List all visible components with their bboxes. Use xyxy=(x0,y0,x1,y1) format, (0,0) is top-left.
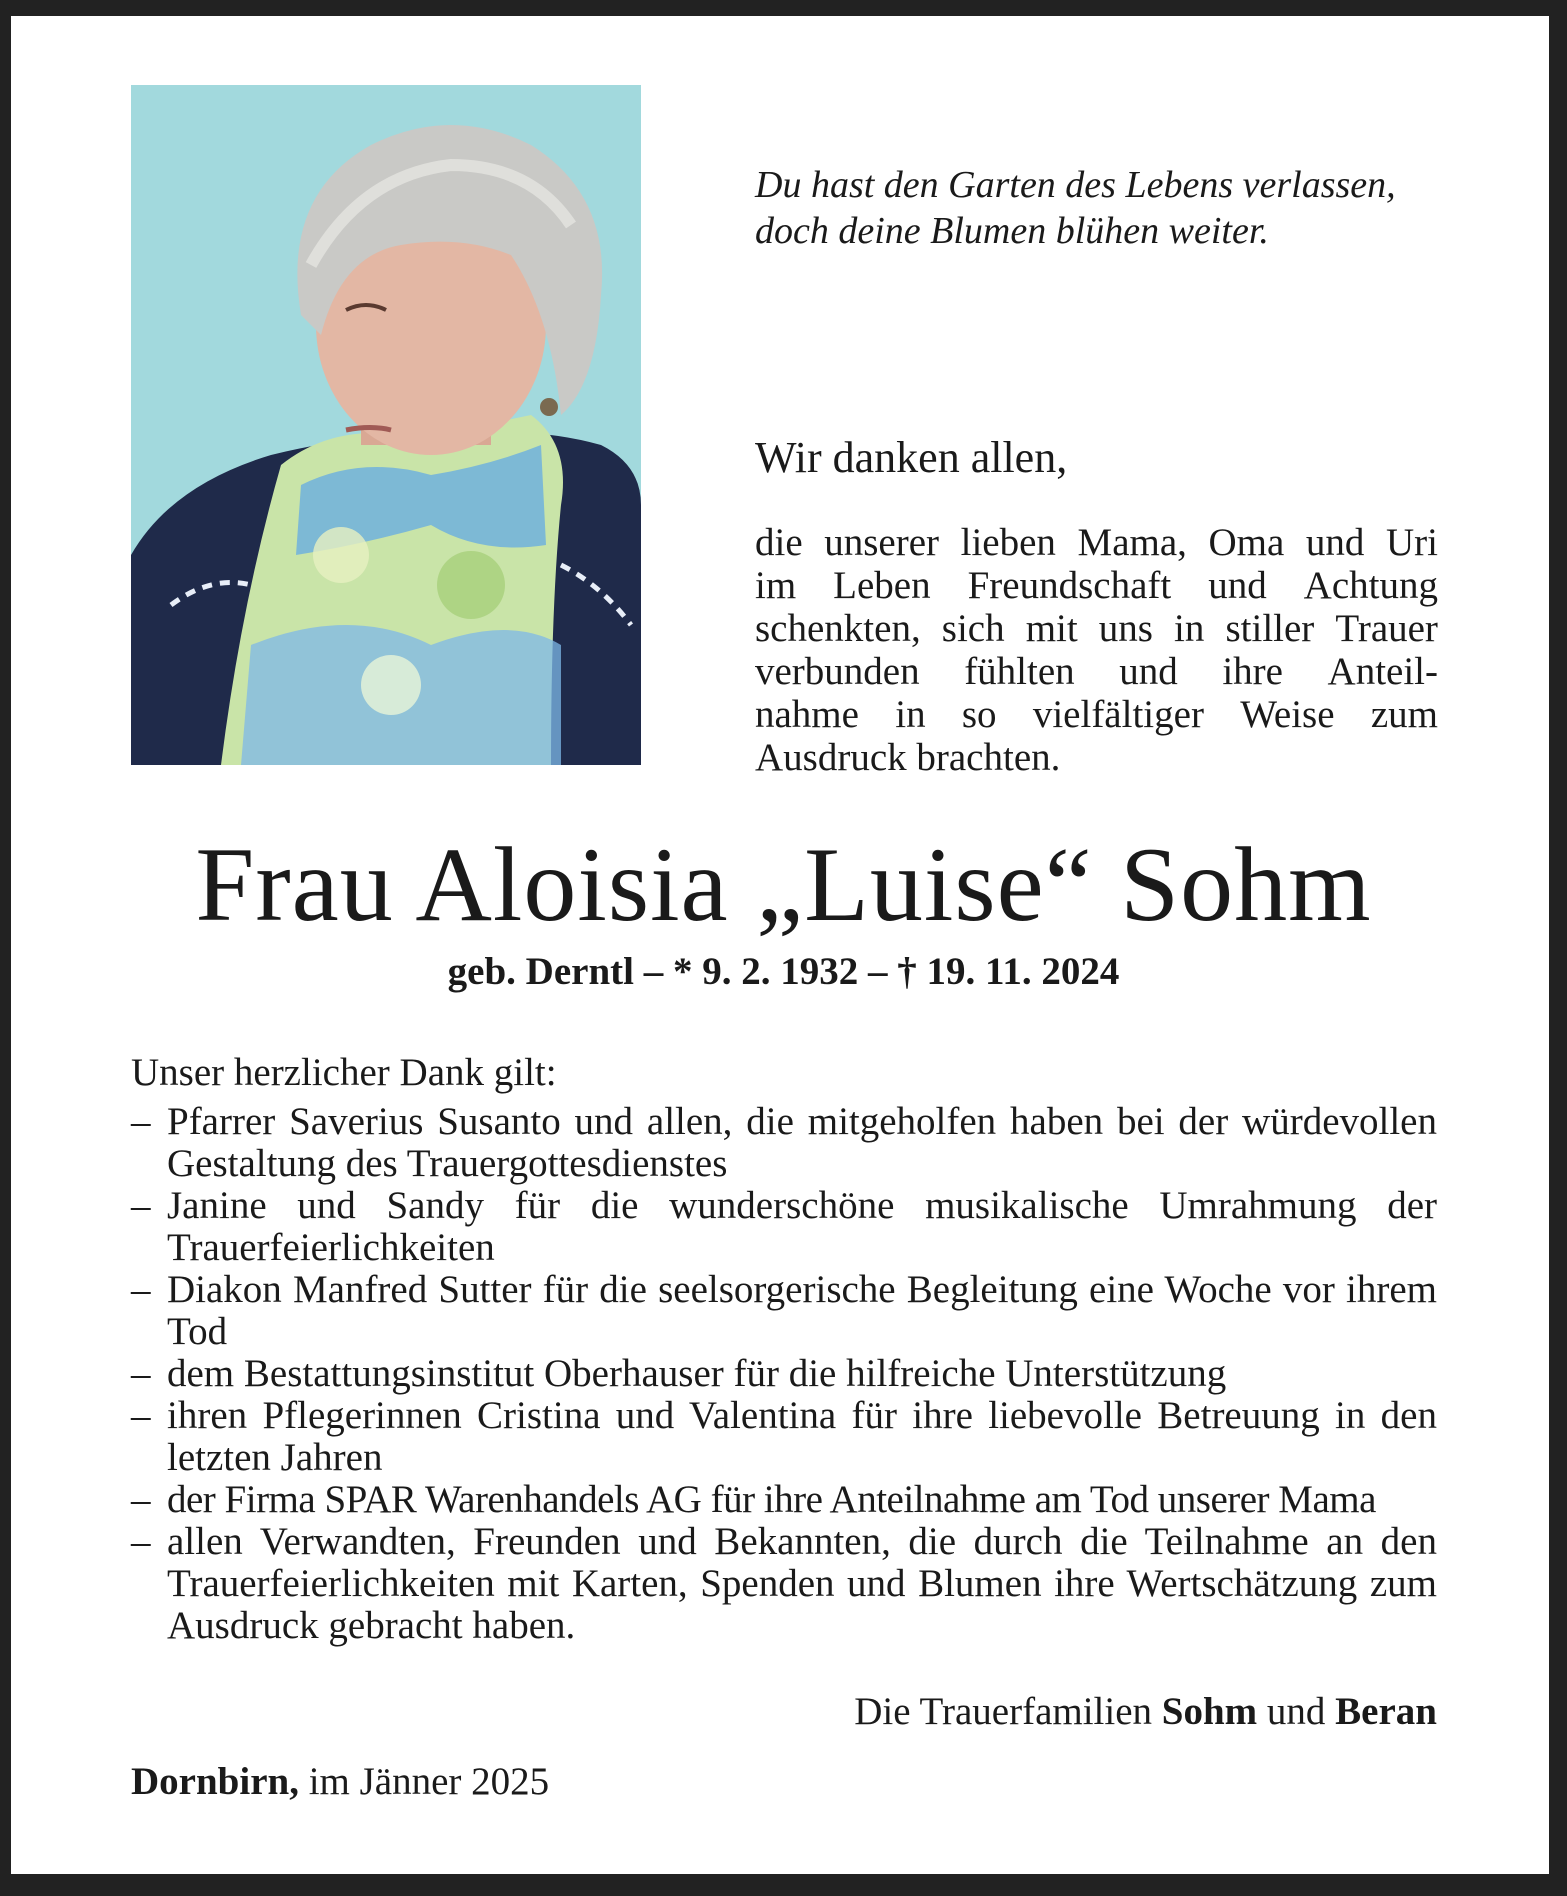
place-date: im Jänner 2025 xyxy=(308,1760,550,1803)
dash-bullet: – xyxy=(131,1268,151,1311)
word: so xyxy=(961,693,997,736)
portrait-photo xyxy=(131,85,641,765)
list-item-text: dem Bestattungsinstitut Oberhauser für die hilfreiche Unterstützung xyxy=(167,1352,1227,1395)
signature-prefix: Die Trauerfamilien xyxy=(854,1690,1153,1733)
dash-bullet: – xyxy=(131,1100,151,1143)
word: schenkten, xyxy=(755,607,921,650)
word: verbunden xyxy=(755,650,920,693)
word: lieben xyxy=(960,521,1056,564)
word: Trauer xyxy=(1335,607,1438,650)
word: in xyxy=(1174,607,1205,650)
place-and-date xyxy=(131,1758,549,1806)
word: in xyxy=(895,693,926,736)
deceased-name: Frau Aloisia „Luise“ Sohm xyxy=(195,826,1372,943)
word: uns xyxy=(1098,607,1153,650)
thanks-line xyxy=(755,607,1438,650)
list-item-text: Diakon Manfred Sutter für die seelsorgerische Begleitung eine Woche vor ihrem Tod xyxy=(167,1268,1437,1353)
word: Achtung xyxy=(1303,564,1438,607)
place-city: Dornbirn, xyxy=(131,1760,299,1803)
word: und xyxy=(1305,521,1365,564)
word: Weise xyxy=(1240,693,1335,736)
list-item xyxy=(131,1101,1437,1185)
list-item-text: Janine und Sandy für die wunderschöne musikalische Umrahmung der Trauerfeierlichkeiten xyxy=(167,1184,1437,1269)
family-name-sohm: Sohm xyxy=(1161,1690,1258,1733)
word: mit xyxy=(1025,607,1078,650)
word: Anteil- xyxy=(1327,650,1438,693)
dash-bullet: – xyxy=(131,1520,151,1563)
word: stiller xyxy=(1225,607,1315,650)
thanks-line xyxy=(755,564,1438,607)
word: und xyxy=(1208,564,1267,607)
word: Uri xyxy=(1386,521,1438,564)
thanks-heading: Wir danken allen, xyxy=(755,433,1068,482)
quote-line: Du hast den Garten des Lebens verlassen, xyxy=(755,164,1396,206)
dash-bullet: – xyxy=(131,1352,151,1395)
gratitude-heading: Unser herzlicher Dank gilt: xyxy=(131,1051,557,1094)
signature-conjunction: und xyxy=(1266,1690,1326,1733)
list-item-text: ihren Pflegerinnen Cristina und Valentina für ihre liebevolle Betreuung in den letzten Jahren xyxy=(167,1394,1437,1479)
word: nahme xyxy=(755,693,859,736)
word: Oma xyxy=(1208,521,1285,564)
thanks-line xyxy=(755,650,1438,693)
thanks-paragraph xyxy=(755,521,1438,779)
family-signature xyxy=(854,1688,1437,1736)
list-item xyxy=(131,1521,1437,1647)
list-item-text: allen Verwandten, Freunden und Bekannten, die durch die Teilnahme an den Trauerfeierlichkeiten mit Karten, Spenden und Blumen ihre Wertschätzung zum Ausdruck gebracht haben. xyxy=(167,1520,1437,1647)
thanks-line xyxy=(755,693,1438,736)
word: Freundschaft xyxy=(967,564,1172,607)
word: unserer xyxy=(824,521,940,564)
word: zum xyxy=(1370,693,1438,736)
word: und xyxy=(1119,650,1178,693)
word: Leben xyxy=(833,564,931,607)
dash-bullet: – xyxy=(131,1478,151,1521)
list-item-text: Pfarrer Saverius Susanto und allen, die mitgeholfen haben bei der würdevollen Gestaltung des Trauergottesdienstes xyxy=(167,1100,1437,1185)
list-item xyxy=(131,1479,1437,1521)
list-item xyxy=(131,1185,1437,1269)
thanks-line: Ausdruck brachten. xyxy=(755,736,1061,779)
list-item xyxy=(131,1269,1437,1353)
gratitude-list xyxy=(131,1101,1437,1647)
list-item-text: der Firma SPAR Warenhandels AG für ihre Anteilnahme am Tod unserer Mama xyxy=(167,1478,1376,1521)
family-name-beran: Beran xyxy=(1335,1690,1437,1733)
list-item xyxy=(131,1353,1437,1395)
epigraph-quote xyxy=(755,162,1455,254)
dash-bullet: – xyxy=(131,1394,151,1437)
word: im xyxy=(755,564,797,607)
word: fühlten xyxy=(964,650,1075,693)
birth-death-details: geb. Derntl – * 9. 2. 1932 – † 19. 11. 2024 xyxy=(447,950,1120,993)
word: sich xyxy=(941,607,1005,650)
dash-bullet: – xyxy=(131,1184,151,1227)
word: vielfältiger xyxy=(1032,693,1204,736)
thanks-line xyxy=(755,521,1438,564)
quote-line: doch deine Blumen blühen weiter. xyxy=(755,210,1269,252)
word: ihre xyxy=(1222,650,1283,693)
word: Mama, xyxy=(1077,521,1187,564)
list-item xyxy=(131,1395,1437,1479)
word: die xyxy=(755,521,803,564)
